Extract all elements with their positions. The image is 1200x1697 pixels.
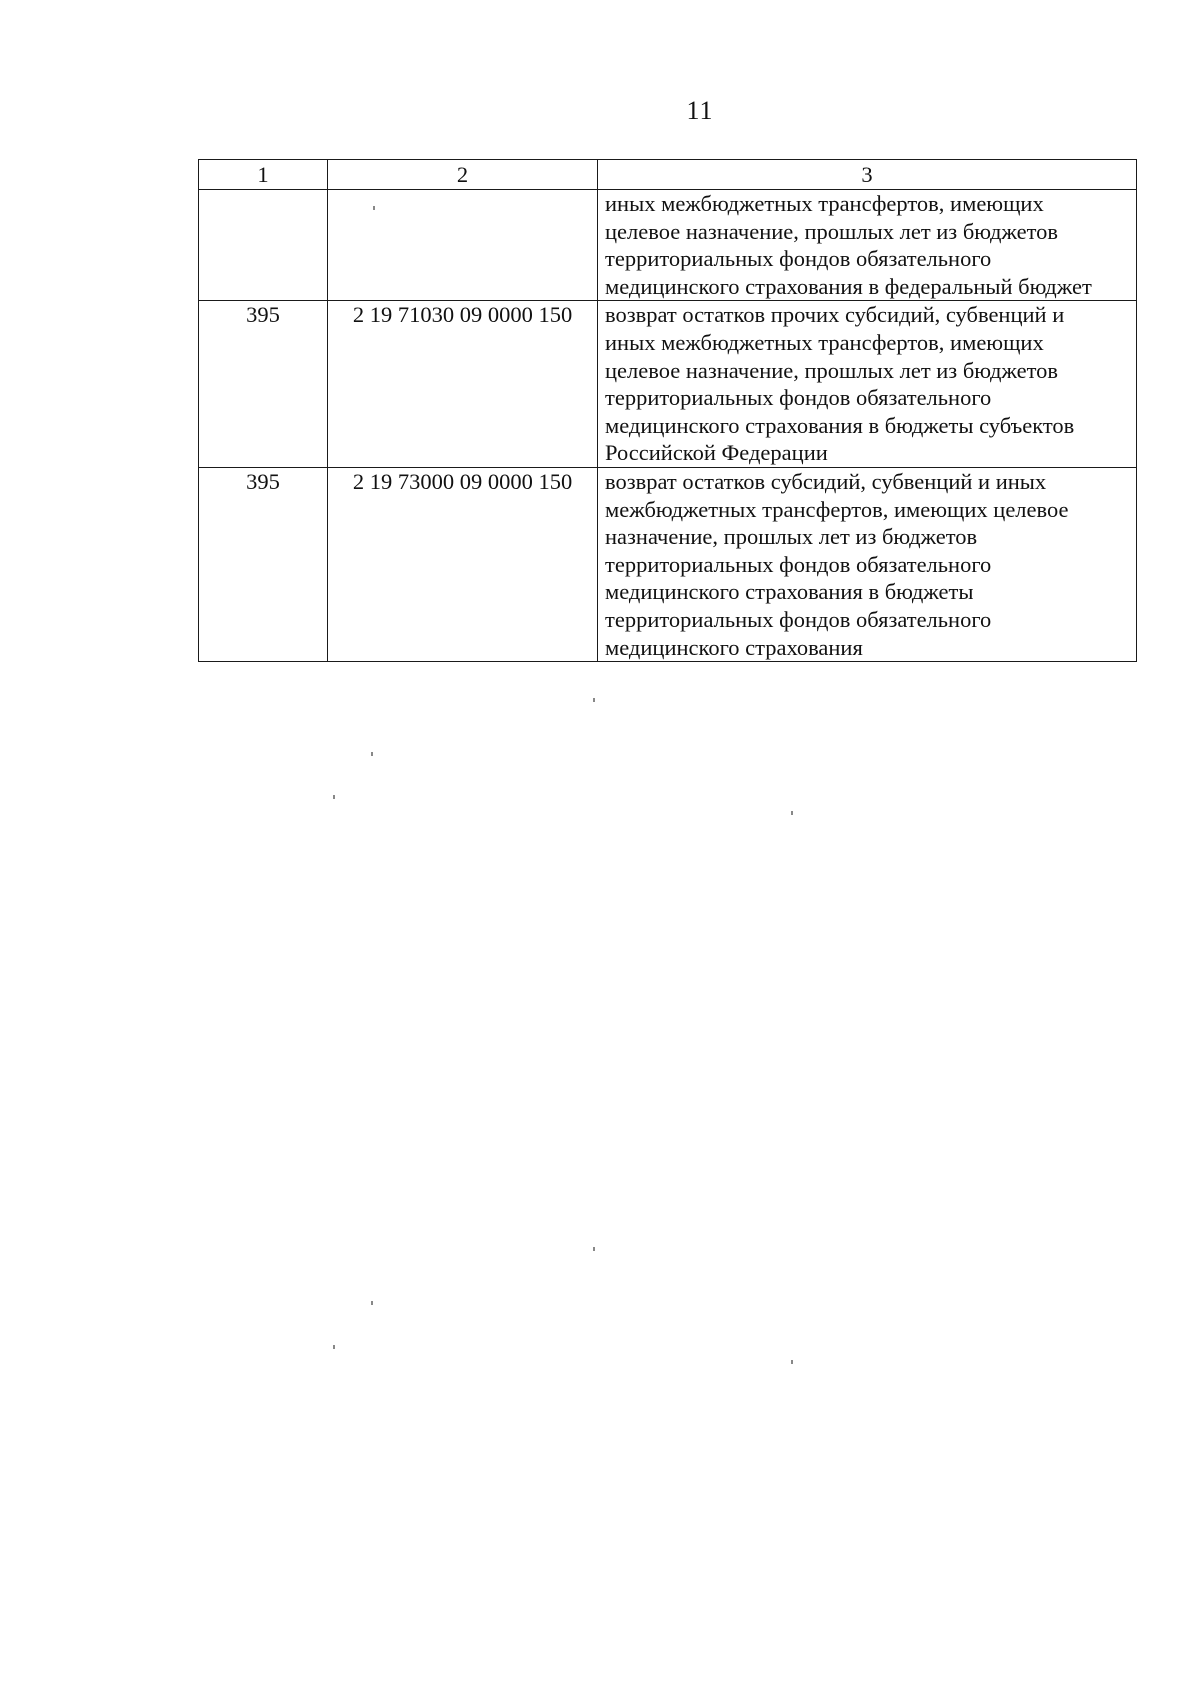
scan-speck <box>371 752 373 756</box>
scan-speck <box>593 698 595 702</box>
column-header-3: 3 <box>598 160 1137 190</box>
description-cell <box>598 190 1137 301</box>
table-row <box>199 467 1137 661</box>
description-line: медицинского страхования <box>605 634 863 660</box>
description-cell <box>598 301 1137 468</box>
admin-code-cell: 395 <box>199 467 328 661</box>
description-line: иных межбюджетных трансфертов, имеющих <box>605 329 1044 355</box>
description-line: территориальных фондов обязательного <box>605 606 992 632</box>
description-line: целевое назначение, прошлых лет из бюджетов <box>605 218 1059 244</box>
description-line: территориальных фондов обязательного <box>605 246 992 272</box>
budget-code-cell <box>328 190 598 301</box>
description-line: назначение, прошлых лет из бюджетов <box>605 524 978 550</box>
scan-speck <box>791 1360 793 1364</box>
description-line: Российской Федерации <box>605 440 828 466</box>
table-header-row <box>199 160 1137 190</box>
description-line: целевое назначение, прошлых лет из бюджетов <box>605 357 1059 383</box>
description-line: медицинского страхования в федеральный бюджет <box>605 273 1092 299</box>
budget-code-cell: 2 19 71030 09 0000 150 <box>328 301 598 468</box>
description-cell <box>598 467 1137 661</box>
description-line: территориальных фондов обязательного <box>605 385 992 411</box>
description-line: медицинского страхования в бюджеты <box>605 579 974 605</box>
admin-code-cell: 395 <box>199 301 328 468</box>
description-line: медицинского страхования в бюджеты субъектов <box>605 412 1075 438</box>
budget-code-cell: 2 19 73000 09 0000 150 <box>328 467 598 661</box>
description-line: межбюджетных трансфертов, имеющих целевое <box>605 496 1069 522</box>
description-line: возврат остатков субсидий, субвенций и иных <box>605 468 1047 494</box>
page-number: 11 <box>686 96 714 125</box>
column-header-1: 1 <box>199 160 328 190</box>
scan-speck <box>373 206 375 210</box>
scan-speck <box>333 1345 335 1349</box>
description-line: возврат остатков прочих субсидий, субвенций и <box>605 302 1065 328</box>
admin-code-cell <box>199 190 328 301</box>
description-line: территориальных фондов обязательного <box>605 551 992 577</box>
scan-speck <box>593 1247 595 1251</box>
column-header-2: 2 <box>328 160 598 190</box>
budget-codes-table <box>198 159 1137 662</box>
description-line: иных межбюджетных трансфертов, имеющих <box>605 191 1044 216</box>
scan-speck <box>333 795 335 799</box>
table-row <box>199 301 1137 468</box>
table-row <box>199 190 1137 301</box>
scan-speck <box>791 811 793 815</box>
scan-speck <box>371 1301 373 1305</box>
